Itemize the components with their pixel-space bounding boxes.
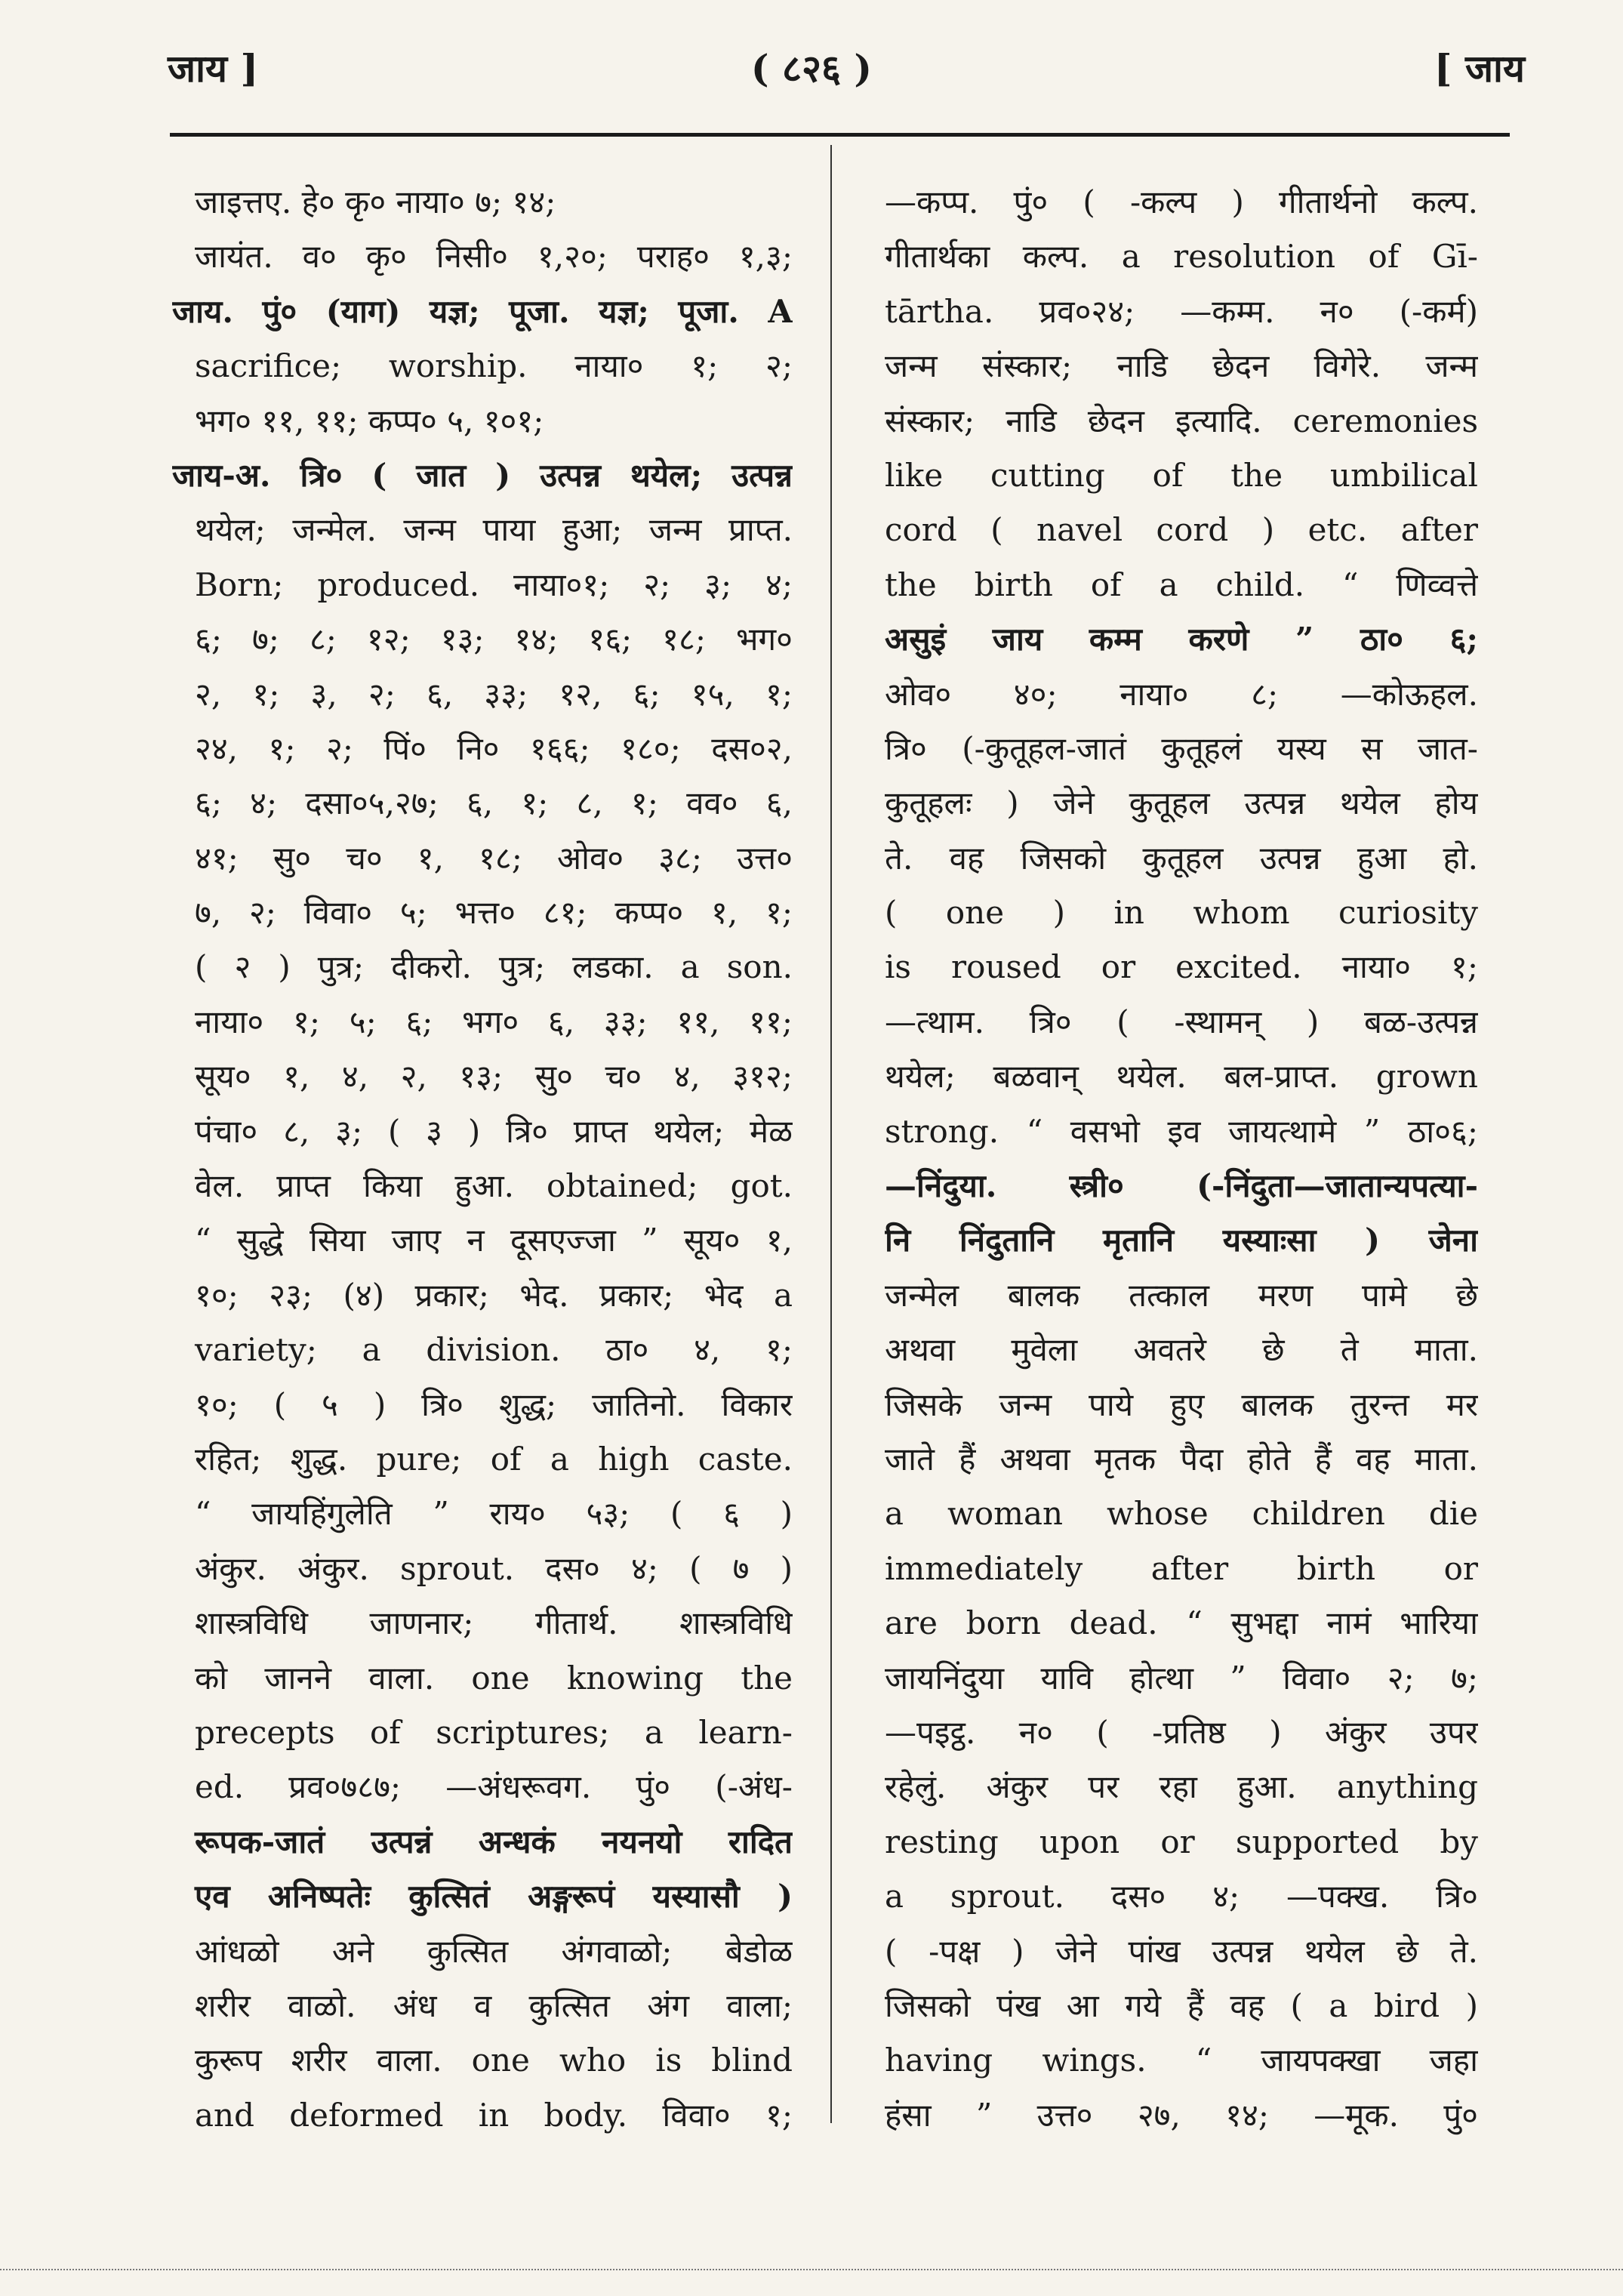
- text-line: —निंदुया. स्त्री० (-निंदुता—जातान्यपत्या-: [885, 1167, 1478, 1205]
- text-line: ( one ) in whom curiosity: [885, 894, 1478, 932]
- text-line: हंसा ” उत्त० २७, १४; —मूक. पुं०: [885, 2096, 1478, 2134]
- text-line: जन्मेल बालक तत्काल मरण पामे छे: [885, 1276, 1478, 1314]
- text-line: रहित; शुद्ध. pure; of a high caste.: [195, 1440, 793, 1478]
- text-line: जन्म संस्कार; नाडि छेदन विगेरे. जन्म: [885, 347, 1478, 385]
- text-line: —त्थाम. त्रि० ( -स्थामन् ) बळ-उत्पन्न: [885, 1003, 1478, 1040]
- column-divider: [830, 145, 832, 2123]
- text-line: जिसके जन्म पाये हुए बालक तुरन्त मर: [885, 1385, 1478, 1423]
- text-line: the birth of a child. “ णिव्वत्ते: [885, 566, 1478, 603]
- text-line: कुरूप शरीर वाला. one who is blind: [195, 2042, 793, 2079]
- text-line: वेल. प्राप्त किया हुआ. obtained; got.: [195, 1167, 793, 1205]
- text-line: जाते हैं अथवा मृतक पैदा होते हैं वह माता.: [885, 1440, 1478, 1478]
- text-line: शरीर वाळो. अंध व कुत्सित अंग वाला;: [195, 1986, 793, 2024]
- text-line: sacrifice; worship. नाया० १; २;: [195, 347, 793, 385]
- text-line: immediately after birth or: [885, 1549, 1478, 1587]
- text-line: ( २ ) पुत्र; दीकरो. पुत्र; लडका. a son.: [195, 948, 793, 986]
- text-line: को जानने वाला. one knowing the: [195, 1659, 793, 1697]
- text-line: ६; ४; दसा०५,२७; ६, १; ८, १; वव० ६,: [195, 784, 793, 822]
- text-line: cord ( navel cord ) etc. after: [885, 511, 1478, 549]
- text-line: जिसको पंख आ गये हैं वह ( a bird ): [885, 1986, 1478, 2024]
- text-line: ४१; सु० च० १, १८; ओव० ३८; उत्त०: [195, 839, 793, 877]
- text-line: “ सुद्धे सिया जाए न दूसएज्जा ” सूय० १,: [195, 1222, 793, 1259]
- text-line: रहेलुं. अंकुर पर रहा हुआ. anything: [885, 1768, 1478, 1806]
- text-line: २, १; ३, २; ६, ३३; १२, ६; १५, १;: [195, 675, 793, 713]
- text-line: precepts of scriptures; a learn-: [195, 1713, 793, 1751]
- page-number: ( ८२६ ): [750, 46, 873, 91]
- text-line: भग० ११, ११; कप्प० ५, १०१;: [195, 402, 544, 439]
- headword-line: जाय. पुं० (याग) यज्ञ; पूजा. यज्ञ; पूजा. A: [172, 292, 793, 330]
- text-line: २४, १; २; पिं० नि० १६६; १८०; दस०२,: [195, 729, 793, 767]
- text-line: Born; produced. नाया०१; २; ३; ४;: [195, 566, 793, 603]
- text-line: शास्त्रविधि जाणनार; गीतार्थ. शास्त्रविधि: [195, 1604, 793, 1642]
- text-line: —पइट्ठ. न० ( -प्रतिष्ठ ) अंकुर उपर: [885, 1713, 1478, 1751]
- text-line: variety; a division. ठा० ४, १;: [195, 1331, 793, 1369]
- text-line: सूय० १, ४, २, १३; सु० च० ४, ३१२;: [195, 1058, 793, 1096]
- text-line: अंकुर. अंकुर. sprout. दस० ४; ( ७ ): [195, 1549, 793, 1587]
- headword-line: जाय-अ. त्रि० ( जात ) उत्पन्न थयेल; उत्पन्न: [172, 456, 793, 494]
- text-line: strong. “ वसभो इव जायत्थामे ” ठा०६;: [885, 1112, 1478, 1150]
- text-line: त्रि० (-कुतूहल-जातं कुतूहलं यस्य स जात-: [885, 729, 1478, 767]
- text-line: and deformed in body. विवा० १;: [195, 2096, 793, 2134]
- text-line: आंधळो अने कुत्सित अंगवाळो; बेडोळ: [195, 1932, 793, 1970]
- text-line: पंचा० ८, ३; ( ३ ) त्रि० प्राप्त थयेल; मेळ: [195, 1112, 793, 1150]
- text-line: “ जायहिंगुलेति ” राय० ५३; ( ६ ): [195, 1495, 793, 1533]
- text-line: resting upon or supported by: [885, 1823, 1478, 1860]
- text-line: ed. प्रव०७८७; —अंधरूवग. पुं० (-अंध-: [195, 1768, 793, 1806]
- page-bottom-border: [0, 2269, 1623, 2270]
- text-line: is roused or excited. नाया० १;: [885, 948, 1478, 986]
- text-line: १०; ( ५ ) त्रि० शुद्ध; जातिनो. विकार: [195, 1385, 793, 1423]
- text-line: एव अनिष्पतेः कुत्सितं अङ्गरूपं यस्यासौ ): [195, 1878, 793, 1915]
- text-line: tārtha. प्रव०२४; —कम्म. न० (-कर्म): [885, 292, 1478, 330]
- text-line: a woman whose children die: [885, 1495, 1478, 1533]
- text-line: जाइत्तए. हे० कृ० नाया० ७; १४;: [195, 183, 556, 220]
- text-line: नाया० १; ५; ६; भग० ६, ३३; ११, ११;: [195, 1003, 793, 1040]
- text-line: like cutting of the umbilical: [885, 456, 1478, 494]
- text-line: अथवा मुवेला अवतरे छे ते माता.: [885, 1331, 1478, 1369]
- text-line: थयेल; जन्मेल. जन्म पाया हुआ; जन्म प्राप्त.: [195, 511, 793, 549]
- text-line: are born dead. “ सुभद्दा नामं भारिया: [885, 1604, 1478, 1642]
- text-line: ते. वह जिसको कुतूहल उत्पन्न हुआ हो.: [885, 839, 1478, 877]
- text-line: कुतूहलः ) जेने कुतूहल उत्पन्न थयेल होय: [885, 784, 1478, 822]
- text-line: having wings. “ जायपक्खा जहा: [885, 2042, 1478, 2079]
- text-line: ७, २; विवा० ५; भत्त० ८१; कप्प० १, १;: [195, 894, 793, 932]
- running-head-right: [ जाय: [1434, 46, 1525, 91]
- running-head-left: जाय ]: [168, 46, 259, 91]
- text-line: संस्कार; नाडि छेदन इत्यादि. ceremonies: [885, 402, 1478, 439]
- text-line: रूपक-जातं उत्पन्नं अन्धकं नयनयो रादित: [195, 1823, 793, 1860]
- text-line: a sprout. दस० ४; —पक्ख. त्रि०: [885, 1878, 1478, 1915]
- text-line: ओव० ४०; नाया० ८; —कोऊहल.: [885, 675, 1478, 713]
- text-line: —कप्प. पुं० ( -कल्प ) गीतार्थनो कल्प.: [885, 183, 1478, 220]
- text-line: जायनिंदुया यावि होत्था ” विवा० २; ७;: [885, 1659, 1478, 1697]
- header-rule: [170, 133, 1510, 137]
- left-column: [172, 175, 793, 2143]
- right-column: [885, 175, 1478, 2143]
- text-line: असुइं जाय कम्म करणे ” ठा० ६;: [885, 621, 1478, 658]
- text-line: १०; २३; (४) प्रकार; भेद. प्रकार; भेद a: [195, 1276, 793, 1314]
- text-line: जायंत. व० कृ० निसी० १,२०; पराह० १,३;: [195, 238, 793, 276]
- text-line: नि निंदुतानि मृतानि यस्याःसा ) जेना: [885, 1222, 1478, 1259]
- text-line: गीतार्थका कल्प. a resolution of Gī-: [885, 238, 1478, 276]
- text-line: थयेल; बळवान् थयेल. बल-प्राप्त. grown: [885, 1058, 1478, 1096]
- text-line: ६; ७; ८; १२; १३; १४; १६; १८; भग०: [195, 621, 793, 658]
- text-line: ( -पक्ष ) जेने पांख उत्पन्न थयेल छे ते.: [885, 1932, 1478, 1970]
